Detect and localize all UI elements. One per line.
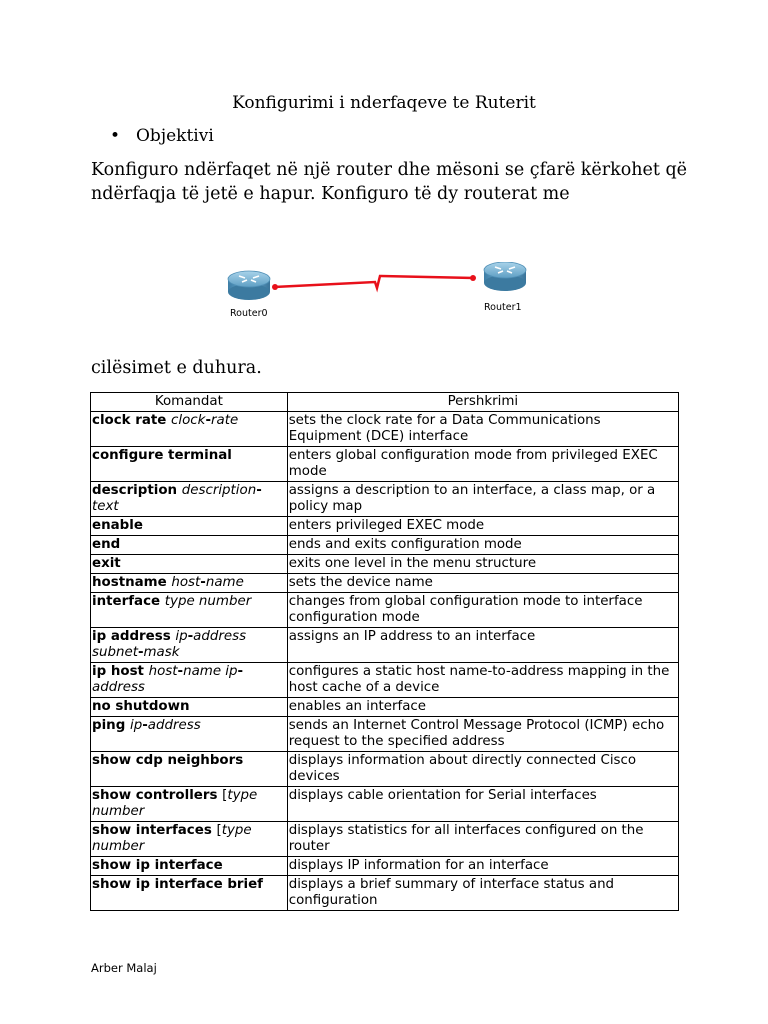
command-cell — [91, 752, 288, 787]
command-keyword: show interfaces — [92, 823, 217, 838]
command-cell — [91, 698, 288, 717]
command-keyword: exit — [92, 556, 121, 571]
command-keyword: - — [200, 575, 206, 590]
command-cell — [91, 412, 288, 447]
command-keyword: show controllers — [92, 788, 223, 803]
command-cell — [91, 876, 288, 911]
command-argument: type number — [92, 823, 252, 854]
command-argument: address subnet — [92, 629, 247, 660]
table-row — [91, 593, 679, 628]
command-keyword: ip address — [92, 629, 176, 644]
command-argument: rate — [211, 413, 239, 428]
commands-table — [90, 392, 679, 911]
command-keyword: - — [205, 413, 211, 428]
command-argument: address — [92, 680, 145, 695]
table-row — [91, 698, 679, 717]
table-row — [91, 574, 679, 593]
table-row — [91, 876, 679, 911]
bullet-text: Objektivi — [136, 126, 214, 146]
link-endpoint-right — [470, 275, 476, 281]
command-cell — [91, 822, 288, 857]
command-keyword: enable — [92, 518, 143, 533]
description-cell: enters privileged EXEC mode — [287, 517, 678, 536]
command-argument: host — [148, 664, 178, 679]
author-footer: Arber Malaj — [91, 961, 157, 975]
description-cell: displays statistics for all interfaces configured on the router — [287, 822, 678, 857]
command-keyword: clock rate — [92, 413, 172, 428]
command-argument: host — [171, 575, 201, 590]
table-header-row — [91, 393, 679, 412]
command-cell — [91, 857, 288, 876]
command-argument: name ip — [183, 664, 238, 679]
description-cell: displays information about directly connected Cisco devices — [287, 752, 678, 787]
command-keyword: ping — [92, 718, 130, 733]
command-keyword: ip host — [92, 664, 149, 679]
table-row — [91, 752, 679, 787]
table-row — [91, 447, 679, 482]
command-keyword: hostname — [92, 575, 172, 590]
continuation-text: cilësimet e duhura. — [91, 358, 262, 378]
command-cell — [91, 482, 288, 517]
command-keyword: - — [237, 664, 244, 679]
table-row — [91, 857, 679, 876]
command-keyword: end — [92, 537, 121, 552]
router0-icon — [228, 271, 270, 300]
command-keyword: no shutdown — [92, 699, 190, 714]
command-cell — [91, 447, 288, 482]
table-row — [91, 536, 679, 555]
command-cell — [91, 555, 288, 574]
description-cell: configures a static host name-to-address mapping in the host cache of a device — [287, 663, 678, 698]
command-cell — [91, 628, 288, 663]
table-row — [91, 628, 679, 663]
intro-paragraph: Konfiguro ndërfaqet në një router dhe mësoni se çfarë kërkohet që ndërfaqja të jetë e hapur. Konfiguro të dy routerat me — [91, 160, 688, 204]
command-keyword: interface — [92, 594, 165, 609]
command-argument: type number — [92, 788, 258, 819]
header-pershkrimi: Pershkrimi — [287, 393, 678, 412]
command-cell — [91, 593, 288, 628]
command-keyword: - — [187, 629, 194, 644]
page-title: Konfigurimi i nderfaqeve te Ruterit — [232, 93, 536, 113]
command-keyword: - — [256, 483, 262, 498]
table-row — [91, 663, 679, 698]
command-keyword: show cdp neighbors — [92, 753, 244, 768]
description-cell: sends an Internet Control Message Protocol (ICMP) echo request to the specified address — [287, 717, 678, 752]
description-cell: assigns a description to an interface, a class map, or a policy map — [287, 482, 678, 517]
table-row — [91, 412, 679, 447]
command-argument: type number — [164, 594, 252, 609]
commands-table-body — [91, 412, 679, 911]
table-row — [91, 717, 679, 752]
serial-link — [274, 276, 474, 288]
command-argument: description — [181, 483, 257, 498]
description-cell: displays a brief summary of interface status and configuration — [287, 876, 678, 911]
description-cell: sets the device name — [287, 574, 678, 593]
table-row — [91, 787, 679, 822]
command-argument: ip — [175, 629, 188, 644]
command-cell — [91, 536, 288, 555]
command-cell — [91, 663, 288, 698]
network-diagram-svg — [222, 262, 542, 324]
description-cell: changes from global configuration mode to interface configuration mode — [287, 593, 678, 628]
command-argument: name — [205, 575, 244, 590]
command-keyword: configure terminal — [92, 448, 232, 463]
command-keyword: [ — [222, 788, 228, 803]
description-cell: enters global configuration mode from privileged EXEC mode — [287, 447, 678, 482]
router1-icon — [484, 262, 526, 291]
command-argument: address — [147, 718, 201, 733]
command-keyword: - — [137, 645, 144, 660]
description-cell: displays IP information for an interface — [287, 857, 678, 876]
command-argument: mask — [143, 645, 180, 660]
command-argument: clock — [171, 413, 206, 428]
command-keyword: [ — [216, 823, 222, 838]
command-keyword: description — [92, 483, 182, 498]
command-cell — [91, 517, 288, 536]
table-row — [91, 517, 679, 536]
command-keyword: - — [142, 718, 148, 733]
description-cell: sets the clock rate for a Data Communications Equipment (DCE) interface — [287, 412, 678, 447]
table-row — [91, 555, 679, 574]
table-row — [91, 482, 679, 517]
command-cell — [91, 787, 288, 822]
command-cell — [91, 717, 288, 752]
description-cell: exits one level in the menu structure — [287, 555, 678, 574]
command-argument: text — [92, 499, 119, 514]
bullet-symbol: • — [110, 126, 121, 146]
command-cell — [91, 574, 288, 593]
description-cell: assigns an IP address to an interface — [287, 628, 678, 663]
command-keyword: show ip interface — [92, 858, 223, 873]
command-argument: ip — [129, 718, 143, 733]
description-cell: enables an interface — [287, 698, 678, 717]
network-diagram — [222, 262, 542, 328]
table-row — [91, 822, 679, 857]
router0-label: Router0 — [230, 308, 268, 319]
command-keyword: show ip interface brief — [92, 877, 264, 892]
router1-label: Router1 — [484, 302, 522, 313]
command-keyword: - — [177, 664, 184, 679]
header-komandat: Komandat — [91, 393, 288, 412]
link-endpoint-left — [272, 284, 278, 290]
description-cell: ends and exits configuration mode — [287, 536, 678, 555]
description-cell: displays cable orientation for Serial interfaces — [287, 787, 678, 822]
